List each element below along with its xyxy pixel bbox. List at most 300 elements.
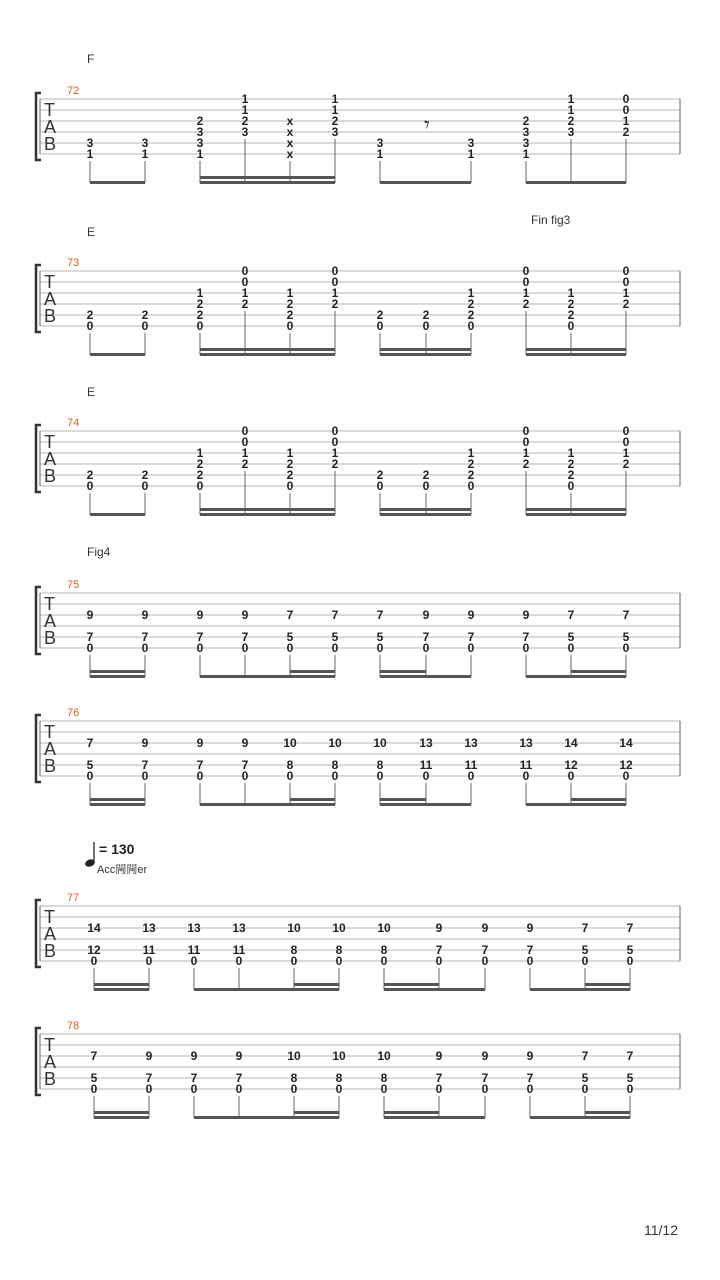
fret-number: 3 bbox=[376, 136, 384, 150]
fret-number: 7 bbox=[622, 608, 630, 622]
fret-number: 1 bbox=[241, 446, 249, 460]
fret-number: 0 bbox=[567, 769, 575, 783]
tab-clef-letter: A bbox=[44, 449, 57, 469]
beam bbox=[380, 353, 471, 356]
fret-number: 1 bbox=[567, 103, 575, 117]
fret-number: 0 bbox=[626, 954, 634, 968]
fret-number: 3 bbox=[196, 125, 204, 139]
tab-clef-letter: B bbox=[44, 306, 57, 326]
fret-number: x bbox=[286, 114, 294, 128]
fret-number: 7 bbox=[422, 630, 430, 644]
fret-number: 0 bbox=[141, 641, 149, 655]
fret-number: 9 bbox=[235, 1049, 243, 1063]
fret-number: 0 bbox=[331, 275, 339, 289]
beam bbox=[384, 988, 485, 991]
fret-number: 12 bbox=[564, 758, 578, 772]
fret-number: 9 bbox=[435, 1049, 443, 1063]
fret-number: 7 bbox=[190, 1071, 198, 1085]
fret-number: 2 bbox=[286, 308, 294, 322]
fret-number: 1 bbox=[331, 446, 339, 460]
fret-number: 0 bbox=[286, 641, 294, 655]
fret-number: 8 bbox=[331, 758, 339, 772]
fret-number: 2 bbox=[422, 308, 430, 322]
tab-clef-letter: B bbox=[44, 628, 57, 648]
fret-number: 11 bbox=[419, 758, 433, 772]
fret-number: 1 bbox=[241, 92, 249, 106]
fret-number: 8 bbox=[380, 943, 388, 957]
fret-number: x bbox=[286, 147, 294, 161]
fret-number: 1 bbox=[331, 92, 339, 106]
fret-number: 14 bbox=[619, 736, 633, 750]
fret-number: 1 bbox=[241, 103, 249, 117]
beam bbox=[380, 181, 471, 184]
beam-secondary bbox=[290, 798, 335, 801]
tab-clef-letter: T bbox=[44, 100, 55, 120]
beam bbox=[90, 353, 145, 356]
fret-number: 0 bbox=[196, 319, 204, 333]
fret-number: 7 bbox=[435, 943, 443, 957]
fret-number: 9 bbox=[190, 1049, 198, 1063]
fret-number: 10 bbox=[287, 1049, 301, 1063]
fret-number: 1 bbox=[331, 286, 339, 300]
fret-number: 1 bbox=[196, 286, 204, 300]
fret-number: 2 bbox=[86, 308, 94, 322]
fret-number: 1 bbox=[467, 147, 475, 161]
beam bbox=[526, 353, 626, 356]
fret-number: 10 bbox=[377, 1049, 391, 1063]
fret-number: 2 bbox=[467, 297, 475, 311]
beam bbox=[526, 181, 626, 184]
fret-number: 9 bbox=[526, 921, 534, 935]
beam bbox=[380, 675, 471, 678]
fret-number: 2 bbox=[622, 297, 630, 311]
fret-number: 12 bbox=[87, 943, 101, 957]
tab-clef-letter: T bbox=[44, 432, 55, 452]
tab-clef-letter: T bbox=[44, 272, 55, 292]
fret-number: 9 bbox=[196, 736, 204, 750]
tab-clef-letter: A bbox=[44, 924, 57, 944]
fret-number: 9 bbox=[145, 1049, 153, 1063]
fret-number: 9 bbox=[86, 608, 94, 622]
fret-number: 3 bbox=[331, 125, 339, 139]
fret-number: 5 bbox=[581, 1071, 589, 1085]
fret-number: 1 bbox=[567, 446, 575, 460]
fret-number: 9 bbox=[435, 921, 443, 935]
fret-number: 0 bbox=[196, 479, 204, 493]
fret-number: 7 bbox=[526, 943, 534, 957]
fret-number: 0 bbox=[196, 641, 204, 655]
fret-number: 0 bbox=[141, 319, 149, 333]
fret-number: 7 bbox=[581, 921, 589, 935]
fret-number: 7 bbox=[526, 1071, 534, 1085]
measure-number: 78 bbox=[67, 1020, 80, 1032]
fret-number: 7 bbox=[141, 758, 149, 772]
beam bbox=[194, 1116, 339, 1119]
beam-secondary bbox=[200, 176, 335, 179]
fret-number: 2 bbox=[196, 457, 204, 471]
fret-number: 5 bbox=[90, 1071, 98, 1085]
beam-secondary bbox=[380, 508, 471, 511]
fret-number: 7 bbox=[331, 608, 339, 622]
beam-secondary bbox=[290, 670, 335, 673]
beam-secondary bbox=[380, 798, 426, 801]
beam-secondary bbox=[526, 348, 626, 351]
beam bbox=[200, 803, 335, 806]
fret-number: 1 bbox=[86, 147, 94, 161]
fret-number: 7 bbox=[241, 630, 249, 644]
fret-number: 2 bbox=[567, 308, 575, 322]
fret-number: 0 bbox=[241, 424, 249, 438]
measure-number: 75 bbox=[67, 579, 80, 591]
fret-number: 2 bbox=[622, 125, 630, 139]
tab-clef-letter: B bbox=[44, 1069, 57, 1089]
fret-number: 3 bbox=[141, 136, 149, 150]
beam-secondary bbox=[380, 348, 471, 351]
fret-number: 7 bbox=[376, 608, 384, 622]
fret-number: 11 bbox=[519, 758, 533, 772]
beam bbox=[200, 513, 335, 516]
fret-number: 0 bbox=[481, 954, 489, 968]
fret-number: 2 bbox=[196, 114, 204, 128]
fret-number: 14 bbox=[564, 736, 578, 750]
beam bbox=[90, 803, 145, 806]
fret-number: 2 bbox=[241, 297, 249, 311]
beam bbox=[530, 1116, 630, 1119]
tab-clef-letter: A bbox=[44, 117, 57, 137]
fret-number: 0 bbox=[331, 264, 339, 278]
fret-number: 11 bbox=[142, 943, 156, 957]
fret-number: 0 bbox=[581, 1082, 589, 1096]
fret-number: 2 bbox=[567, 457, 575, 471]
beam bbox=[526, 513, 626, 516]
fret-number: 0 bbox=[190, 1082, 198, 1096]
fret-number: 9 bbox=[422, 608, 430, 622]
fret-number: 2 bbox=[567, 468, 575, 482]
fret-number: 7 bbox=[435, 1071, 443, 1085]
fret-number: 3 bbox=[196, 136, 204, 150]
tab-clef-letter: B bbox=[44, 756, 57, 776]
page-number: 11/12 bbox=[644, 1222, 678, 1238]
fret-number: 3 bbox=[467, 136, 475, 150]
beam-secondary bbox=[94, 1111, 149, 1114]
beam-secondary bbox=[585, 983, 630, 986]
beam bbox=[380, 513, 471, 516]
fret-number: 7 bbox=[581, 1049, 589, 1063]
fret-number: 5 bbox=[626, 943, 634, 957]
fret-number: 0 bbox=[467, 641, 475, 655]
fret-number: 0 bbox=[467, 479, 475, 493]
fret-number: 0 bbox=[435, 1082, 443, 1096]
measure-number: 72 bbox=[67, 85, 80, 97]
fret-number: 2 bbox=[376, 308, 384, 322]
beam bbox=[200, 353, 335, 356]
beam bbox=[526, 803, 626, 806]
fret-number: 10 bbox=[377, 921, 391, 935]
fret-number: 10 bbox=[328, 736, 342, 750]
fret-number: 13 bbox=[419, 736, 433, 750]
fret-number: 5 bbox=[626, 1071, 634, 1085]
fret-number: x bbox=[286, 136, 294, 150]
fret-number: 0 bbox=[422, 319, 430, 333]
fret-number: 5 bbox=[286, 630, 294, 644]
fret-number: 0 bbox=[622, 435, 630, 449]
tab-clef-letter: A bbox=[44, 289, 57, 309]
fret-number: 0 bbox=[622, 275, 630, 289]
fret-number: 8 bbox=[376, 758, 384, 772]
fret-number: 1 bbox=[467, 446, 475, 460]
beam-secondary bbox=[90, 798, 145, 801]
fret-number: 0 bbox=[141, 769, 149, 783]
fret-number: 0 bbox=[380, 954, 388, 968]
fret-number: 0 bbox=[567, 319, 575, 333]
fret-number: 9 bbox=[141, 608, 149, 622]
fret-number: 0 bbox=[422, 641, 430, 655]
fret-number: 0 bbox=[331, 769, 339, 783]
fret-number: 2 bbox=[467, 457, 475, 471]
fret-number: 8 bbox=[335, 1071, 343, 1085]
fret-number: 9 bbox=[467, 608, 475, 622]
fret-number: 1 bbox=[467, 286, 475, 300]
fret-number: 3 bbox=[241, 125, 249, 139]
beam bbox=[94, 988, 149, 991]
fret-number: 0 bbox=[376, 769, 384, 783]
fret-number: 13 bbox=[519, 736, 533, 750]
fret-number: 1 bbox=[141, 147, 149, 161]
beam bbox=[526, 675, 626, 678]
fret-number: 1 bbox=[567, 92, 575, 106]
fret-number: 0 bbox=[241, 769, 249, 783]
fret-number: 0 bbox=[622, 264, 630, 278]
tab-clef-letter: B bbox=[44, 941, 57, 961]
fret-number: 2 bbox=[331, 457, 339, 471]
tab-clef-letter: T bbox=[44, 907, 55, 927]
fret-number: 2 bbox=[241, 114, 249, 128]
fret-number: 1 bbox=[522, 147, 530, 161]
fret-number: 3 bbox=[567, 125, 575, 139]
fret-number: 0 bbox=[376, 319, 384, 333]
beam bbox=[380, 803, 471, 806]
fret-number: 0 bbox=[241, 641, 249, 655]
beam-secondary bbox=[571, 798, 626, 801]
fret-number: 10 bbox=[287, 921, 301, 935]
measure-number: 73 bbox=[67, 257, 80, 269]
beam-secondary bbox=[571, 670, 626, 673]
fret-number: 10 bbox=[332, 921, 346, 935]
fret-number: 7 bbox=[286, 608, 294, 622]
fret-number: 7 bbox=[196, 758, 204, 772]
beam bbox=[90, 181, 145, 184]
beam-secondary bbox=[294, 1111, 339, 1114]
fret-number: 0 bbox=[290, 1082, 298, 1096]
fret-number: 0 bbox=[626, 1082, 634, 1096]
fret-number: 8 bbox=[290, 943, 298, 957]
fret-number: 1 bbox=[622, 114, 630, 128]
fret-number: 0 bbox=[241, 435, 249, 449]
fret-number: 1 bbox=[241, 286, 249, 300]
beam bbox=[90, 675, 145, 678]
fret-number: 0 bbox=[526, 1082, 534, 1096]
fret-number: 8 bbox=[380, 1071, 388, 1085]
fret-number: 0 bbox=[467, 319, 475, 333]
fret-number: 7 bbox=[481, 943, 489, 957]
fret-number: 0 bbox=[290, 954, 298, 968]
fret-number: 0 bbox=[235, 1082, 243, 1096]
eighth-rest-icon: 𝄾 bbox=[424, 112, 430, 137]
fret-number: 0 bbox=[376, 479, 384, 493]
fret-number: 1 bbox=[331, 103, 339, 117]
fret-number: 0 bbox=[335, 954, 343, 968]
tab-clef-letter: T bbox=[44, 594, 55, 614]
fret-number: 3 bbox=[522, 136, 530, 150]
fret-number: 13 bbox=[142, 921, 156, 935]
fret-number: 2 bbox=[331, 114, 339, 128]
fret-number: 1 bbox=[376, 147, 384, 161]
fret-number: 7 bbox=[86, 630, 94, 644]
fret-number: 0 bbox=[422, 769, 430, 783]
fret-number: 2 bbox=[141, 308, 149, 322]
fret-number: 5 bbox=[86, 758, 94, 772]
tempo-text: Acc闁闁er bbox=[97, 864, 148, 876]
fret-number: 0 bbox=[567, 479, 575, 493]
fret-number: 0 bbox=[90, 954, 98, 968]
beam-secondary bbox=[294, 983, 339, 986]
fret-number: 8 bbox=[290, 1071, 298, 1085]
fret-number: 11 bbox=[464, 758, 478, 772]
fret-number: 0 bbox=[190, 954, 198, 968]
fret-number: 0 bbox=[86, 641, 94, 655]
fret-number: 0 bbox=[145, 954, 153, 968]
fret-number: 1 bbox=[522, 446, 530, 460]
beam bbox=[530, 988, 630, 991]
fret-number: 0 bbox=[141, 479, 149, 493]
fret-number: 8 bbox=[335, 943, 343, 957]
fret-number: 8 bbox=[286, 758, 294, 772]
fret-number: 0 bbox=[196, 769, 204, 783]
fret-number: 0 bbox=[376, 641, 384, 655]
beam-secondary bbox=[200, 508, 335, 511]
fret-number: 9 bbox=[241, 736, 249, 750]
fret-number: 1 bbox=[286, 446, 294, 460]
fret-number: 0 bbox=[622, 769, 630, 783]
fret-number: 7 bbox=[522, 630, 530, 644]
fret-number: 2 bbox=[467, 468, 475, 482]
fret-number: 0 bbox=[235, 954, 243, 968]
fret-number: 0 bbox=[422, 479, 430, 493]
fret-number: 0 bbox=[522, 769, 530, 783]
fret-number: 2 bbox=[522, 297, 530, 311]
fret-number: 13 bbox=[187, 921, 201, 935]
fret-number: 2 bbox=[196, 308, 204, 322]
beam-secondary bbox=[384, 983, 439, 986]
beam bbox=[90, 513, 145, 516]
fret-number: 7 bbox=[626, 921, 634, 935]
measure-number: 74 bbox=[67, 417, 80, 429]
fret-number: 0 bbox=[331, 435, 339, 449]
beam bbox=[94, 1116, 149, 1119]
beam bbox=[200, 181, 335, 184]
tempo-bpm: = 130 bbox=[99, 841, 135, 857]
fret-number: 0 bbox=[622, 641, 630, 655]
fret-number: 7 bbox=[241, 758, 249, 772]
tab-clef-letter: B bbox=[44, 134, 57, 154]
section-label: Fig4 bbox=[87, 545, 111, 559]
fret-number: 2 bbox=[286, 457, 294, 471]
section-label: Fin fig3 bbox=[531, 213, 571, 227]
fret-number: x bbox=[286, 125, 294, 139]
fret-number: 0 bbox=[622, 103, 630, 117]
fret-number: 7 bbox=[467, 630, 475, 644]
fret-number: 1 bbox=[622, 286, 630, 300]
fret-number: 0 bbox=[526, 954, 534, 968]
tab-clef-letter: A bbox=[44, 611, 57, 631]
beam bbox=[194, 988, 339, 991]
fret-number: 0 bbox=[380, 1082, 388, 1096]
beam-secondary bbox=[94, 983, 149, 986]
fret-number: 0 bbox=[522, 435, 530, 449]
fret-number: 5 bbox=[581, 943, 589, 957]
fret-number: 2 bbox=[522, 457, 530, 471]
beam-secondary bbox=[526, 508, 626, 511]
measure-number: 77 bbox=[67, 892, 80, 904]
fret-number: 3 bbox=[86, 136, 94, 150]
fret-number: 10 bbox=[332, 1049, 346, 1063]
fret-number: 0 bbox=[331, 424, 339, 438]
fret-number: 1 bbox=[286, 286, 294, 300]
fret-number: 1 bbox=[196, 446, 204, 460]
fret-number: 5 bbox=[376, 630, 384, 644]
fret-number: 14 bbox=[87, 921, 101, 935]
fret-number: 9 bbox=[141, 736, 149, 750]
beam-secondary bbox=[585, 1111, 630, 1114]
fret-number: 0 bbox=[522, 264, 530, 278]
fret-number: 0 bbox=[86, 769, 94, 783]
fret-number: 9 bbox=[481, 921, 489, 935]
fret-number: 9 bbox=[241, 608, 249, 622]
fret-number: 0 bbox=[145, 1082, 153, 1096]
tab-clef-letter: T bbox=[44, 722, 55, 742]
fret-number: 0 bbox=[86, 319, 94, 333]
fret-number: 2 bbox=[467, 308, 475, 322]
fret-number: 2 bbox=[86, 468, 94, 482]
fret-number: 7 bbox=[567, 608, 575, 622]
fret-number: 10 bbox=[283, 736, 297, 750]
fret-number: 9 bbox=[196, 608, 204, 622]
fret-number: 1 bbox=[622, 446, 630, 460]
beam-secondary bbox=[384, 1111, 439, 1114]
fret-number: 11 bbox=[187, 943, 201, 957]
fret-number: 2 bbox=[286, 468, 294, 482]
tab-clef-letter: A bbox=[44, 739, 57, 759]
fret-number: 0 bbox=[435, 954, 443, 968]
tab-clef-letter: A bbox=[44, 1052, 57, 1072]
fret-number: 9 bbox=[526, 1049, 534, 1063]
beam-secondary bbox=[90, 670, 145, 673]
fret-number: 7 bbox=[626, 1049, 634, 1063]
tab-clef-letter: T bbox=[44, 1035, 55, 1055]
fret-number: 7 bbox=[481, 1071, 489, 1085]
fret-number: 5 bbox=[567, 630, 575, 644]
fret-number: 13 bbox=[464, 736, 478, 750]
fret-number: 10 bbox=[373, 736, 387, 750]
fret-number: 12 bbox=[619, 758, 633, 772]
fret-number: 0 bbox=[467, 769, 475, 783]
fret-number: 0 bbox=[581, 954, 589, 968]
fret-number: 0 bbox=[286, 769, 294, 783]
fret-number: 0 bbox=[90, 1082, 98, 1096]
section-label: E bbox=[87, 225, 96, 239]
fret-number: 7 bbox=[196, 630, 204, 644]
fret-number: 9 bbox=[481, 1049, 489, 1063]
